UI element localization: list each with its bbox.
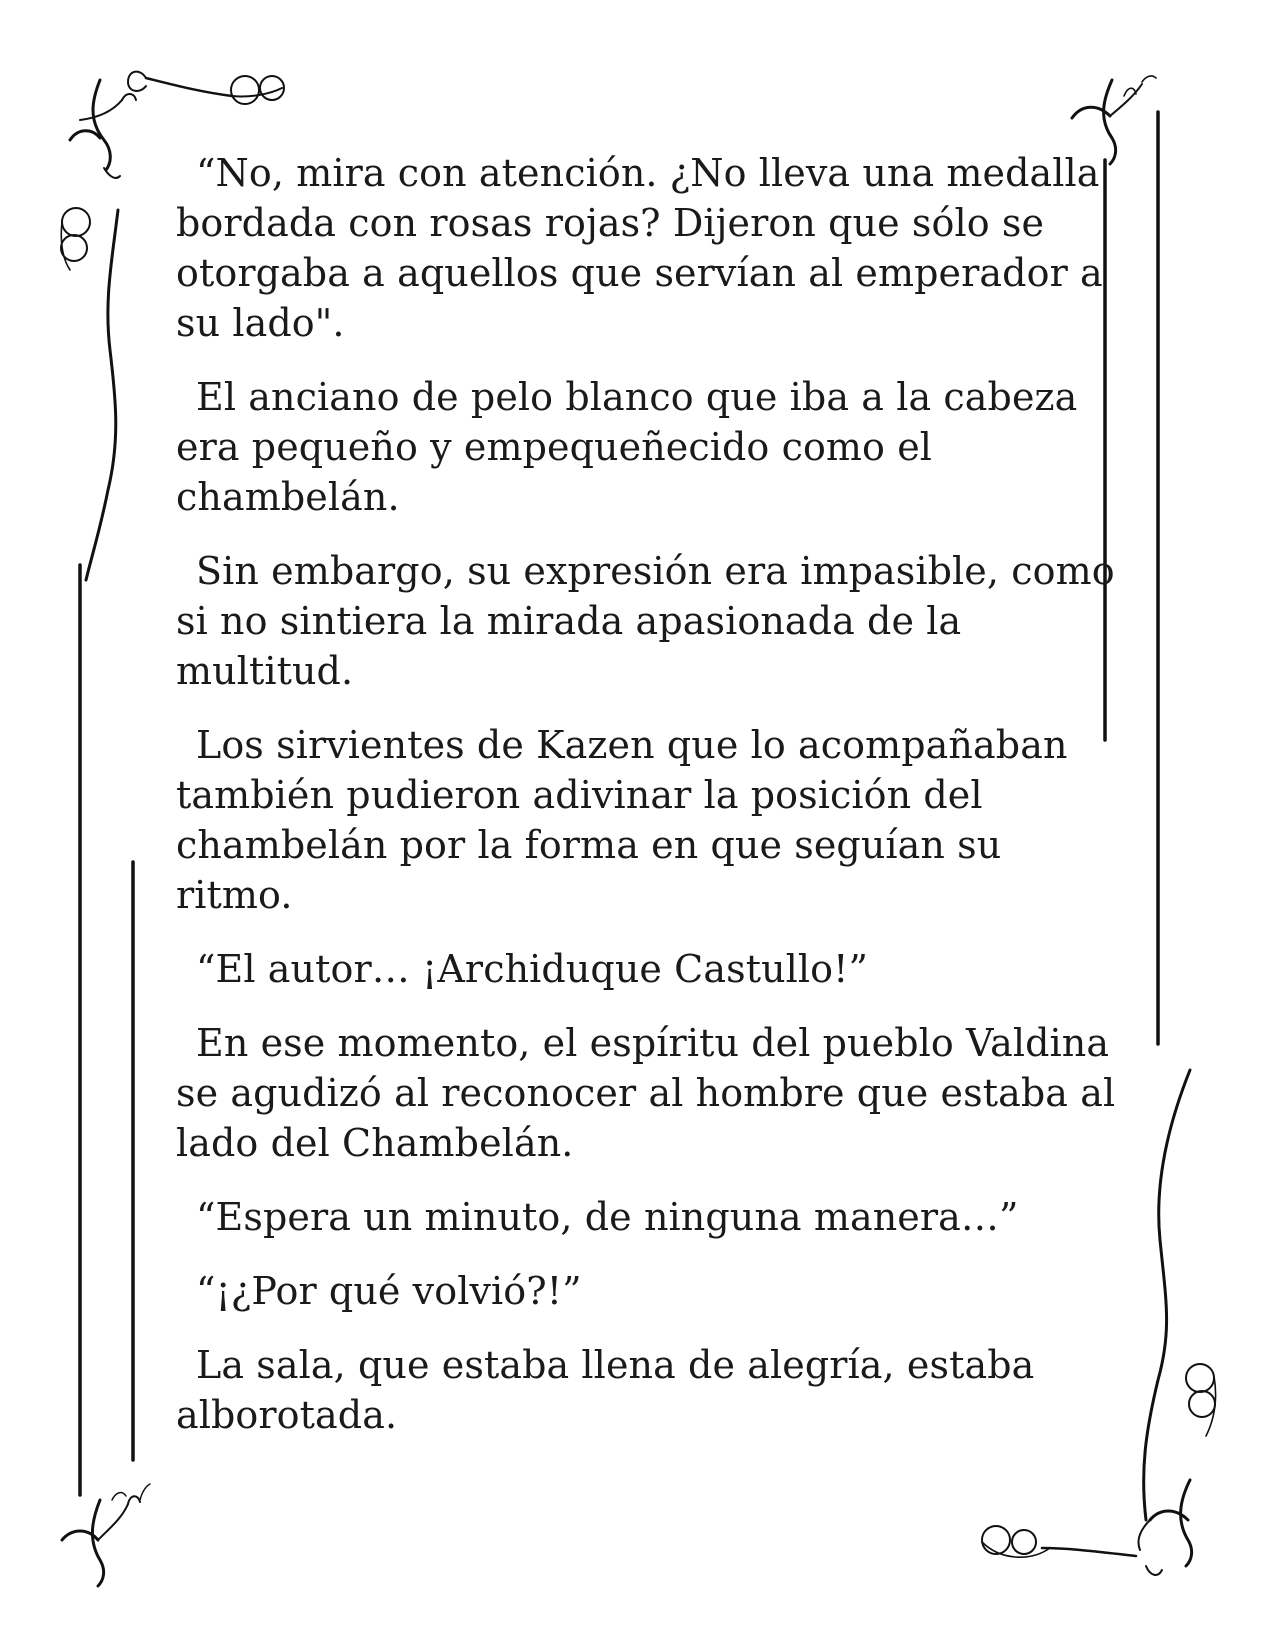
paragraph: “¡¿Por qué volvió?!” xyxy=(196,1269,582,1313)
bottom-right-flourish-icon xyxy=(982,1480,1192,1575)
paragraph: “El autor… ¡Archiduque Castullo!” xyxy=(196,947,869,991)
paragraph: La sala, que estaba llena de alegría, estaba alborotada. xyxy=(176,1343,1035,1437)
paragraph: “Espera un minuto, de ninguna manera…” xyxy=(196,1195,1019,1239)
paragraph: En ese momento, el espíritu del pueblo Valdina se agudizó al reconocer al hombre que estaba al lado del Chambelán. xyxy=(176,1021,1116,1165)
body-text xyxy=(176,148,1116,1464)
paragraph: Sin embargo, su expresión era impasible, como si no sintiera la mirada apasionada de la multitud. xyxy=(176,549,1115,693)
paragraph: Los sirvientes de Kazen que lo acompañaban también pudieron adivinar la posición del chambelán por la forma en que seguían su ritmo. xyxy=(176,723,1068,917)
right-flourish-curve xyxy=(1144,1070,1190,1520)
paragraph: “No, mira con atención. ¿No lleva una medalla bordada con rosas rojas? Dijeron que sólo se otorgaba a aquellos que servían al emperador a su lado". xyxy=(176,151,1103,345)
paragraph: El anciano de pelo blanco que iba a la cabeza era pequeño y empequeñecido como el chambelán. xyxy=(176,375,1078,519)
right-scroll-swirl-icon xyxy=(1186,1364,1216,1436)
bottom-left-flourish-icon xyxy=(62,1484,150,1586)
